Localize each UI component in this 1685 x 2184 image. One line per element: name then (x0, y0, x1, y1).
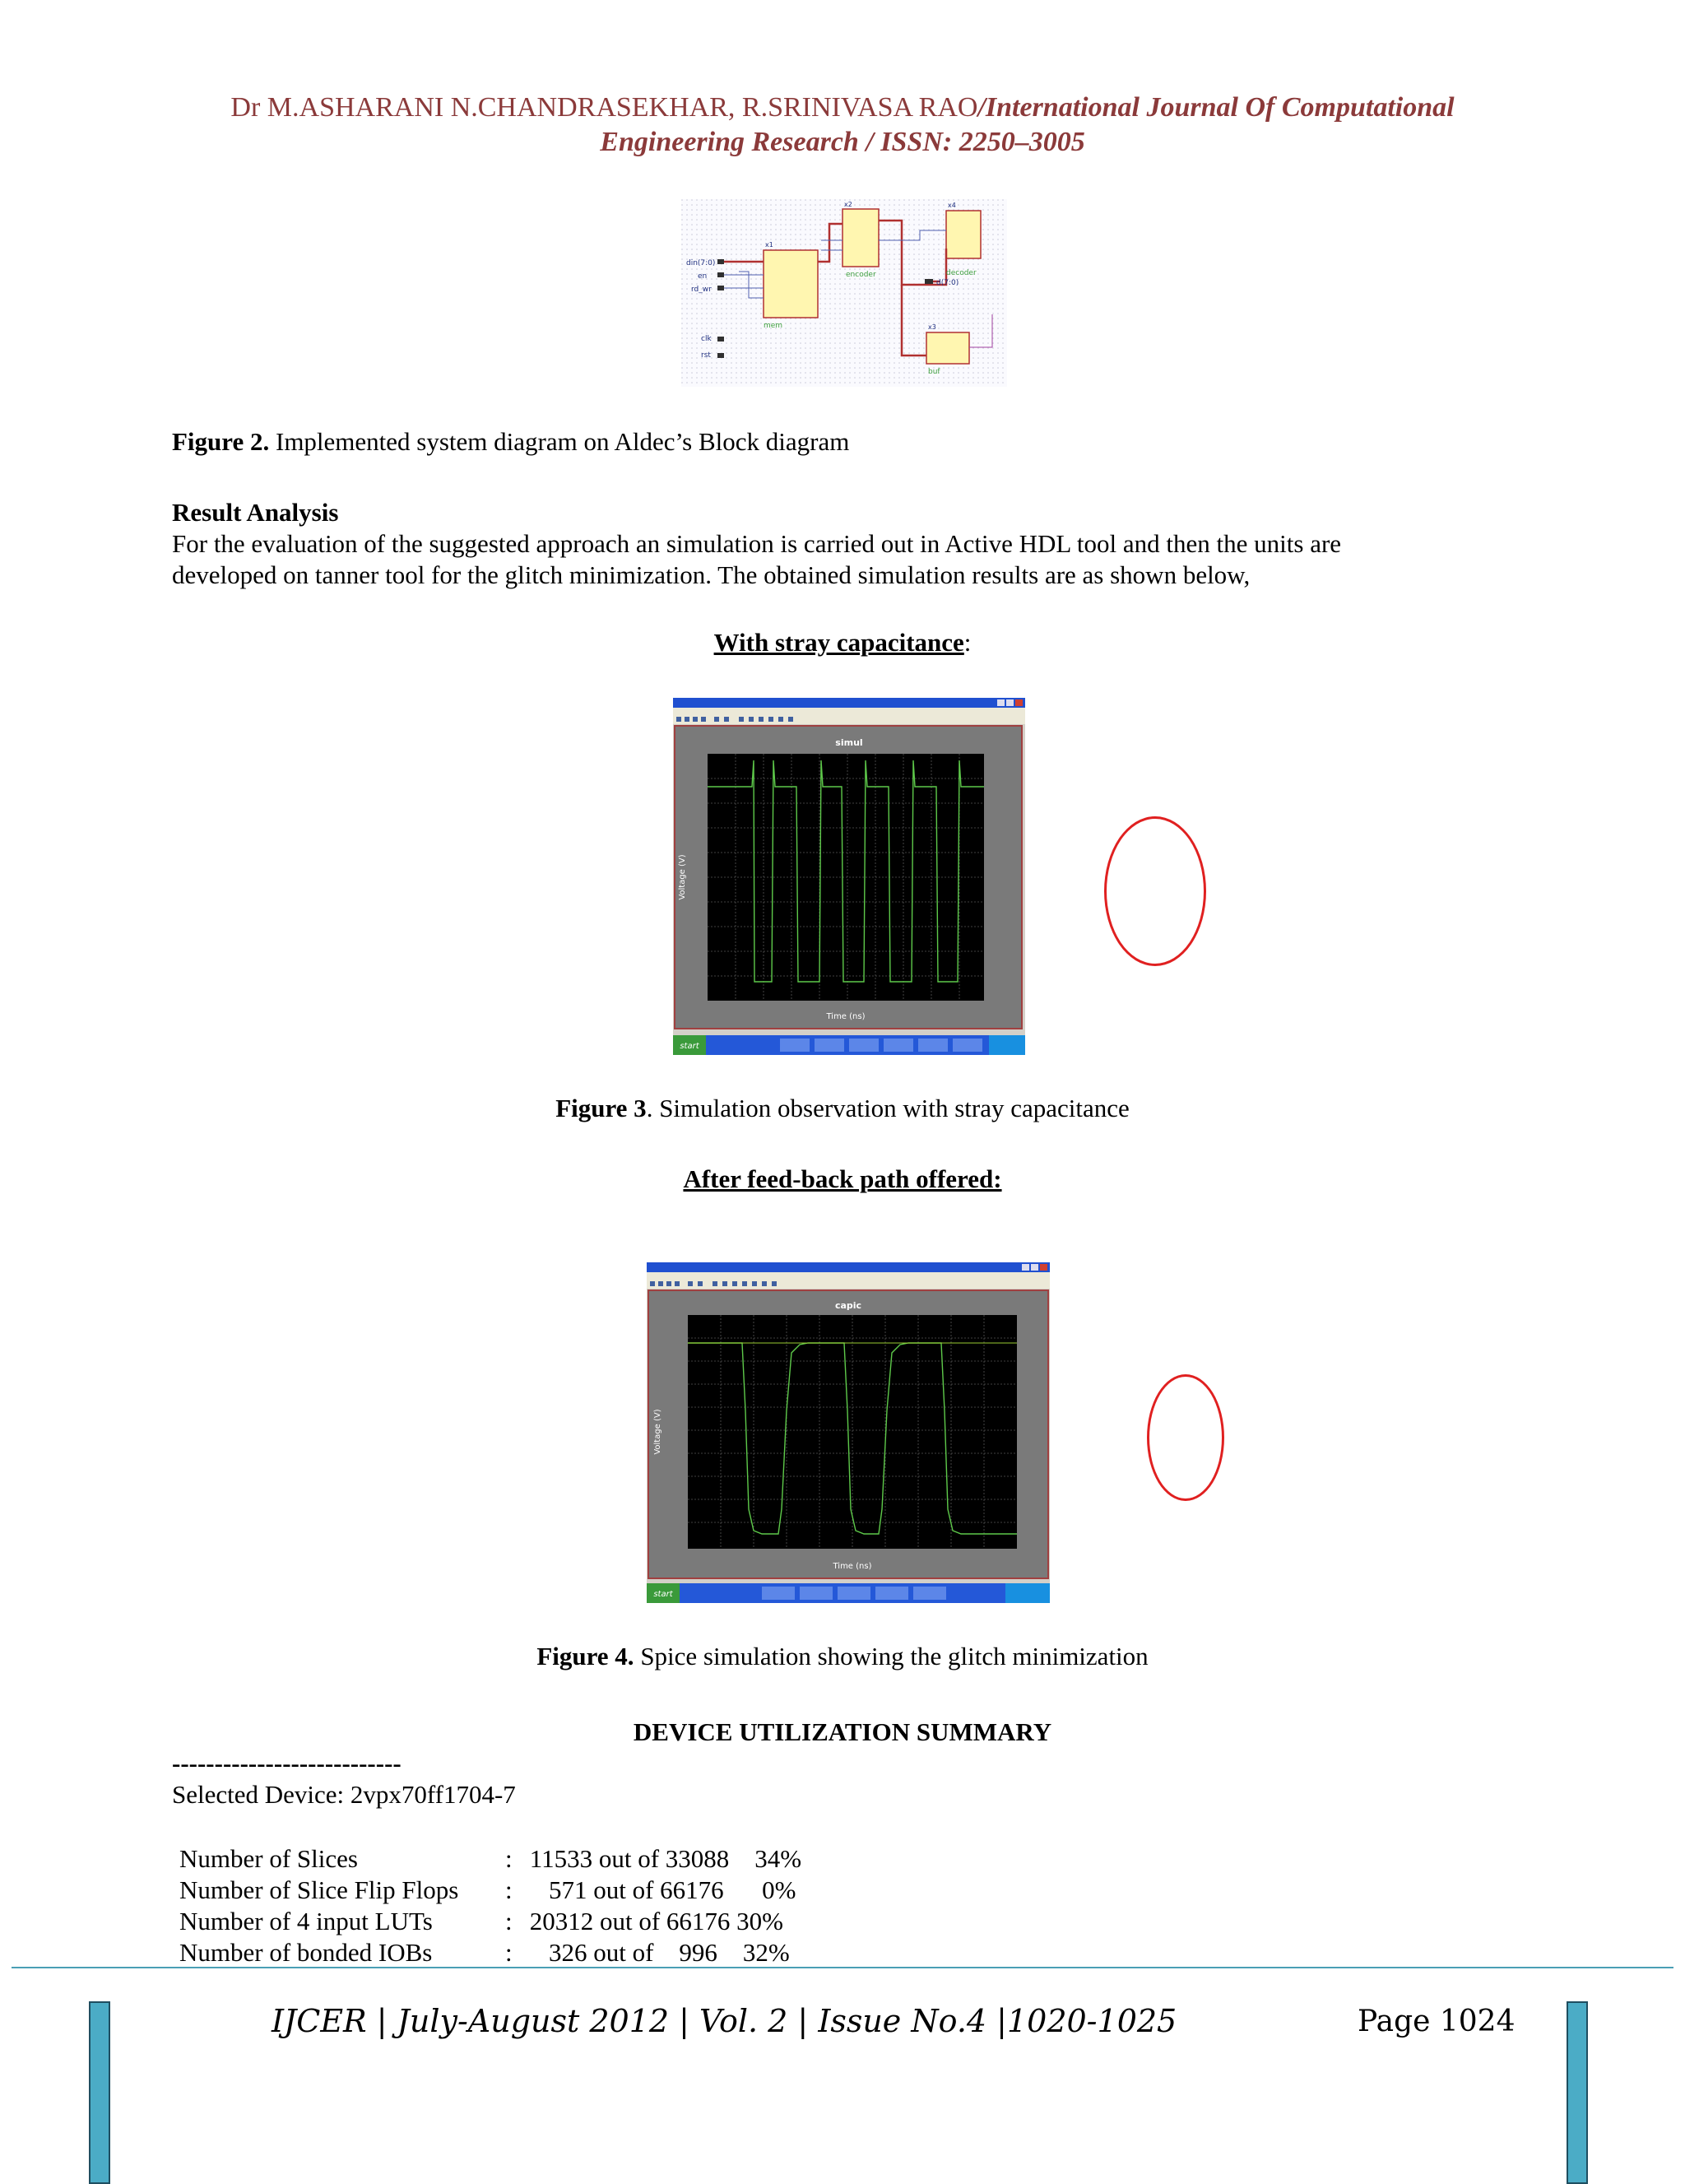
port-din-label: din(7:0) (686, 259, 716, 267)
figure3-heading-suffix: : (963, 628, 972, 657)
figure3-plot-title: simul (835, 737, 863, 748)
section-paragraph-line2: developed on tanner tool for the glitch minimization. The obtained simulation results are as shown below, (172, 560, 1251, 589)
decoder-label: decoder (946, 269, 977, 277)
figure3-waveform-window (673, 698, 1025, 1055)
dout-label: d(7:0) (936, 279, 959, 287)
row-label: Number of Slices (179, 1844, 358, 1873)
figure3-caption-text: . Simulation observation with stray capacitance (646, 1094, 1130, 1122)
encoder-block (842, 209, 879, 267)
row-value: 11533 out of 33088 34% (523, 1844, 802, 1873)
figure4-start-button: start (653, 1590, 673, 1599)
figure2-caption-text: Implemented system diagram on Aldec’s Block diagram (269, 427, 850, 456)
port-rdwr-label: rd_wr (691, 286, 712, 294)
running-header-line2 (0, 125, 1685, 160)
figure4-plot-title: capic (834, 1300, 862, 1311)
row-value: 326 out of 996 32% (523, 1938, 790, 1967)
row-sep: : (505, 1907, 513, 1935)
x1-label: x1 (765, 241, 773, 249)
table-row (179, 1843, 801, 1875)
row-sep: : (505, 1875, 513, 1904)
mem-label: mem (764, 322, 783, 330)
figure4-waveform-window (647, 1262, 1050, 1603)
x4-label: x4 (948, 202, 956, 209)
table-row (179, 1937, 801, 1968)
row-value: 20312 out of 66176 30% (523, 1907, 784, 1935)
mem-block (764, 250, 818, 318)
summary-divider: --------------------------- (172, 1749, 402, 1777)
header-journal-line2: Engineering Research / ISSN: 2250–3005 (600, 127, 1085, 157)
decoder-block (946, 211, 981, 258)
block-diagram-figure (681, 199, 1007, 387)
port-en-label: en (698, 272, 708, 281)
port-clk-label: clk (701, 335, 712, 343)
row-label: Number of Slice Flip Flops (179, 1875, 459, 1904)
figure4-ylabel: Voltage (V) (653, 1409, 662, 1455)
row-label: Number of 4 input LUTs (179, 1907, 433, 1935)
figure4-caption-label: Figure 4. (536, 1642, 634, 1671)
row-sep: : (505, 1938, 513, 1967)
encoder-label: encoder (846, 271, 876, 279)
footer-rule (12, 1967, 1673, 1968)
row-sep: : (505, 1844, 513, 1873)
table-row (179, 1906, 801, 1937)
figure4-caption (0, 1641, 1685, 1672)
footer-page-number: Page 1024 (1358, 2005, 1516, 2038)
figure4-heading-text: After feed-back path offered: (683, 1164, 1002, 1193)
figure4-xlabel: Time (ns) (833, 1562, 872, 1571)
utilization-table (179, 1843, 801, 1968)
header-authors: Dr M.ASHARANI N.CHANDRASEKHAR, R.SRINIVASA RAO (230, 92, 978, 123)
selected-device: Selected Device: 2vpx70ff1704-7 (172, 1780, 516, 1809)
row-label: Number of bonded IOBs (179, 1938, 433, 1967)
buf-label: buf (928, 368, 940, 376)
summary-title: DEVICE UTILIZATION SUMMARY (633, 1717, 1052, 1746)
footer-journal: IJCER | July-August 2012 | Vol. 2 | Issue No.4 |1020-1025 (272, 2003, 1177, 2039)
figure3-xlabel: Time (ns) (826, 1012, 866, 1021)
figure3-heading (0, 627, 1685, 658)
x3-label: x3 (928, 323, 936, 331)
figure3-ylabel: Voltage (V) (678, 854, 687, 900)
figure3-annotation-circle (1104, 816, 1206, 966)
running-header (0, 91, 1685, 125)
footer-right-bar (1567, 2001, 1588, 2184)
buf-block (926, 332, 969, 364)
block-diagram (681, 199, 1007, 387)
figure3-caption (0, 1093, 1685, 1124)
figure4-heading (0, 1164, 1685, 1195)
figure2-caption (172, 426, 849, 458)
figure3-caption-label: Figure 3 (555, 1094, 647, 1122)
x2-label: x2 (844, 201, 852, 208)
footer-left-bar (89, 2001, 110, 2184)
header-journal-line1: /International Journal Of Computational (977, 92, 1455, 123)
figure4-caption-text: Spice simulation showing the glitch minimization (634, 1642, 1149, 1671)
table-row (179, 1875, 801, 1906)
figure3-heading-text: With stray capacitance (713, 628, 964, 657)
port-rst-label: rst (701, 351, 711, 360)
figure2-caption-label: Figure 2. (172, 427, 270, 456)
row-value: 571 out of 66176 0% (523, 1875, 796, 1904)
section-paragraph-line1: For the evaluation of the suggested approach an simulation is carried out in Active HDL tool and then the units are (172, 529, 1342, 558)
figure3-start-button: start (680, 1042, 699, 1051)
figure4-annotation-circle (1147, 1374, 1224, 1501)
section-heading: Result Analysis (172, 498, 339, 527)
figure3-screenshot (673, 698, 1025, 1055)
figure4-screenshot (647, 1262, 1050, 1603)
